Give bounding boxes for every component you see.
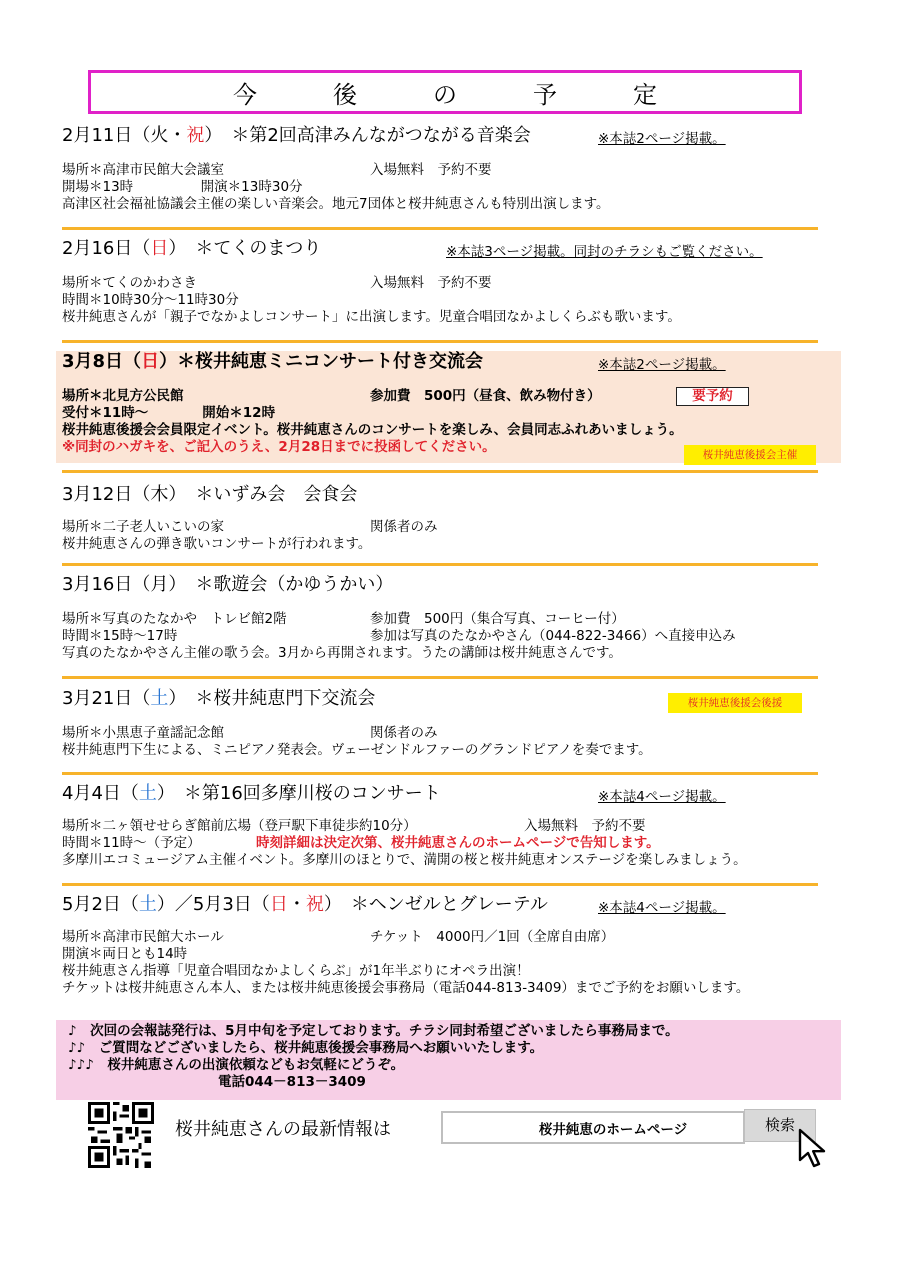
event-heading: 3月21日（土） ＊桜井純恵門下交流会: [62, 688, 376, 709]
event-note: ※本誌2ページ掲載。: [598, 131, 726, 147]
qr-code-icon: [88, 1102, 154, 1168]
search-button[interactable]: 検索: [744, 1109, 816, 1142]
reservation-required-badge: 要予約: [676, 387, 749, 406]
event-heading: 3月16日（月） ＊歌遊会（かゆうかい）: [62, 574, 394, 595]
separator: [62, 563, 818, 566]
page-title: 今 後 の 予 定: [233, 80, 683, 109]
event-heading: 3月8日（日）＊桜井純恵ミニコンサート付き交流会: [62, 351, 484, 372]
event-may2: 5月2日（土）／5月3日（日・祝） ＊ヘンゼルとグレーテル ※本誌4ページ掲載。 場所＊高津市民館大ホール チケット 4000円／1回（全席自由席） 開演＊両日とも14時 桜井純恵さん指導「児童合唱団なかよしくらぶ」が1年半ぶりにオペラ出演！ チケットは桜井純恵さん本人、または桜井純恵後援会事務局（電話044-813-3409）までご予約をお願いします。: [62, 893, 832, 997]
search-input[interactable]: [441, 1111, 745, 1144]
event-note: ※本誌2ページ掲載。: [598, 357, 726, 373]
support-tag: 桜井純恵後援会後援: [668, 693, 802, 713]
event-note: ※本誌4ページ掲載。: [598, 900, 726, 916]
event-heading: 2月11日（火・祝） ＊第2回高津みんながつながる音楽会: [62, 125, 531, 146]
event-heading: 2月16日（日） ＊てくのまつり: [62, 238, 322, 259]
separator: [62, 227, 818, 230]
organizer-tag: 桜井純恵後援会主催: [684, 445, 816, 465]
event-mar21: 3月21日（土） ＊桜井純恵門下交流会 場所＊小黒恵子童謡記念館 関係者のみ 桜井純恵門下生による、ミニピアノ発表会。ヴェーゼンドルファーのグランドピアノを奏でます。: [62, 687, 832, 759]
event-feb16: 2月16日（日） ＊てくのまつり ※本誌3ページ掲載。同封のチラシもご覧ください。 場所＊てくのかわさき 入場無料 予約不要 時間＊10時30分～11時30分 桜井純恵さんが「親子でなかよしコンサート」に出演します。児童合唱団なかよしくらぶも歌います。: [62, 237, 832, 326]
separator: [62, 883, 818, 886]
notice-panel: ♪ 次回の会報誌発行は、5月中旬を予定しております。チラシ同封希望ございましたら事務局まで。 ♪♪ ご質問などございましたら、桜井純恵後援会事務局へお願いいたします。 ♪♪♪ 桜井純恵さんの出演依頼などもお気軽にどうぞ。 電話044－813－3409: [56, 1020, 841, 1100]
event-heading: 3月12日（木） ＊いずみ会 会食会: [62, 484, 358, 505]
event-feb11: 2月11日（火・祝） ＊第2回高津みんながつながる音楽会 ※本誌2ページ掲載。 場所＊高津市民館大会議室 入場無料 予約不要 開場＊13時 開演＊13時30分 高津区社会福祉協議会主催の楽しい音楽会。地元7団体と桜井純恵さんも特別出演します。: [62, 124, 832, 213]
event-mar8: 3月8日（日）＊桜井純恵ミニコンサート付き交流会 ※本誌2ページ掲載。 場所＊北見方公民館 参加費 500円（昼食、飲み物付き） 受付＊11時～ 開始＊12時 桜井純恵後援会会員限定イベント。桜井純恵さんのコンサートを楽しみ、会員同志ふれあいましょう。 ※同封のハガキを、ご記入のうえ、2月28日までに投函してください。: [62, 350, 832, 456]
separator: [62, 470, 818, 473]
search-query: 桜井純恵のホームページ: [538, 1121, 688, 1138]
event-heading: 5月2日（土）／5月3日（日・祝） ＊ヘンゼルとグレーテル: [62, 894, 548, 915]
event-mar12: 3月12日（木） ＊いずみ会 会食会 場所＊二子老人いこいの家 関係者のみ 桜井純恵さんの弾き歌いコンサートが行われます。: [62, 483, 832, 553]
event-apr4: 4月4日（土） ＊第16回多摩川桜のコンサート ※本誌4ページ掲載。 場所＊二ヶ領せせらぎ館前広場（登戸駅下車徒歩約10分） 入場無料 予約不要 時間＊11時～（予定） 時刻詳細は決定次第、桜井純恵さんのホームページで告知します。 多摩川エコミュージアム主催イベント。多摩川のほとりで、満開の桜と桜井純恵オンステージを楽しみましょう。: [62, 782, 832, 869]
page-title-box: [88, 70, 802, 114]
event-note: ※本誌3ページ掲載。同封のチラシもご覧ください。: [446, 244, 763, 260]
separator: [62, 772, 818, 775]
cursor-arrow-icon: [796, 1128, 834, 1170]
separator: [62, 340, 818, 343]
separator: [62, 676, 818, 679]
event-mar16: 3月16日（月） ＊歌遊会（かゆうかい） 場所＊写真のたなかや トレビ館2階 参加費 500円（集合写真、コーヒー付） 時間＊15時～17時 参加は写真のたなかやさん（044-822-3466）へ直接申込み 写真のたなかやさん主催の歌う会。3月から再開されます。うたの講師は桜井純恵さんです。: [62, 573, 832, 662]
event-note: ※本誌4ページ掲載。: [598, 789, 726, 805]
search-label: 桜井純恵さんの最新情報は: [175, 1119, 391, 1140]
event-heading: 4月4日（土） ＊第16回多摩川桜のコンサート: [62, 783, 441, 804]
